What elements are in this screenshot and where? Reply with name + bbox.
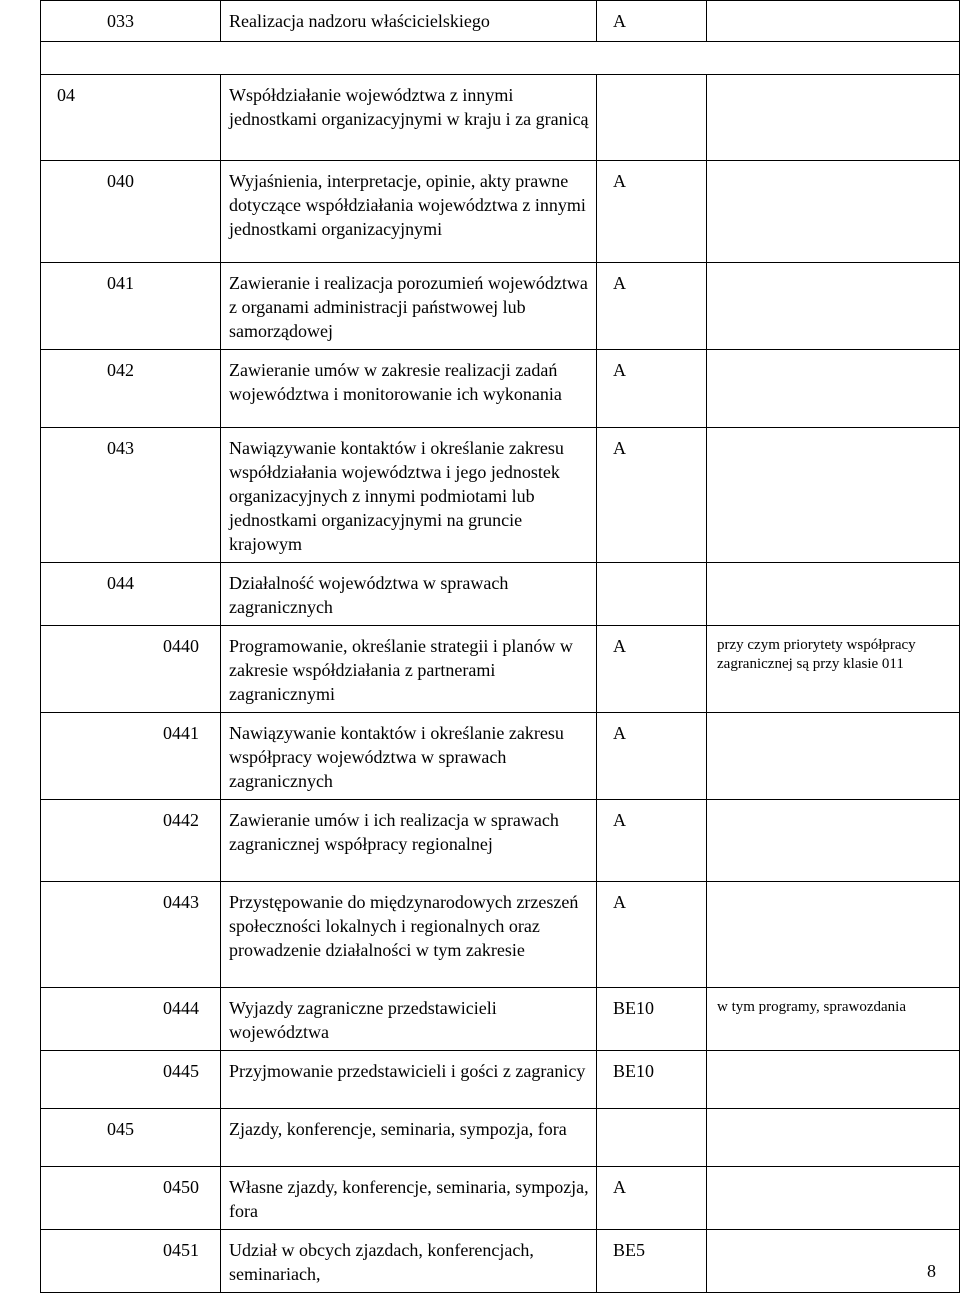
- table-row: [41, 428, 960, 563]
- table-row: [41, 882, 960, 988]
- row-code: 04: [41, 75, 221, 161]
- header-category: A: [597, 1, 707, 42]
- row-code: 0451: [41, 1230, 221, 1293]
- row-category: A: [597, 350, 707, 428]
- row-note: [707, 428, 960, 563]
- row-category: BE10: [597, 1051, 707, 1109]
- row-code: 0443: [41, 882, 221, 988]
- table-row: [41, 1230, 960, 1293]
- row-title: Nawiązywanie kontaktów i określanie zakresu współdziałania województwa i jego jednostek organizacyjnych z innymi podmiotami lub jednostkami organizacyjnymi na gruncie krajowym: [221, 428, 597, 563]
- row-note: w tym programy, sprawozdania: [707, 988, 960, 1051]
- table-row: [41, 626, 960, 713]
- row-title: Zawieranie umów i ich realizacja w sprawach zagranicznej współpracy regionalnej: [221, 800, 597, 882]
- row-title: Zjazdy, konferencje, seminaria, sympozja, fora: [221, 1109, 597, 1167]
- table-row: [41, 161, 960, 263]
- row-note: [707, 263, 960, 350]
- row-title: Współdziałanie województwa z innymi jednostkami organizacyjnymi w kraju i za granicą: [221, 75, 597, 161]
- row-code: 042: [41, 350, 221, 428]
- separator-row: [41, 42, 960, 75]
- row-category: A: [597, 882, 707, 988]
- row-code: 041: [41, 263, 221, 350]
- row-code: 040: [41, 161, 221, 263]
- row-note: [707, 1051, 960, 1109]
- row-title: Zawieranie i realizacja porozumień województwa z organami administracji państwowej lub samorządowej: [221, 263, 597, 350]
- row-category: BE5: [597, 1230, 707, 1293]
- row-title: Udział w obcych zjazdach, konferencjach, seminariach,: [221, 1230, 597, 1293]
- row-note: przy czym priorytety współpracy zagranicznej są przy klasie 011: [707, 626, 960, 713]
- table-row: [41, 800, 960, 882]
- row-title: Nawiązywanie kontaktów i określanie zakresu współpracy województwa w sprawach zagranicznych: [221, 713, 597, 800]
- row-title: Przystępowanie do międzynarodowych zrzeszeń społeczności lokalnych i regionalnych oraz prowadzenie działalności w tym zakresie: [221, 882, 597, 988]
- row-category: A: [597, 713, 707, 800]
- row-code: 045: [41, 1109, 221, 1167]
- row-note: [707, 350, 960, 428]
- row-code: 043: [41, 428, 221, 563]
- row-note: [707, 563, 960, 626]
- row-category: A: [597, 161, 707, 263]
- row-title: Wyjaśnienia, interpretacje, opinie, akty prawne dotyczące współdziałania województwa z innymi jednostkami organizacyjnymi: [221, 161, 597, 263]
- row-note: [707, 713, 960, 800]
- page-number: 8: [927, 1261, 936, 1281]
- row-code: 0441: [41, 713, 221, 800]
- row-code: 0450: [41, 1167, 221, 1230]
- row-category: A: [597, 428, 707, 563]
- row-note: [707, 161, 960, 263]
- table-row: [41, 988, 960, 1051]
- row-category: BE10: [597, 988, 707, 1051]
- header-row: [41, 1, 960, 42]
- row-note: [707, 75, 960, 161]
- table-row: [41, 713, 960, 800]
- row-code: 0445: [41, 1051, 221, 1109]
- table-row: [41, 350, 960, 428]
- header-note: [707, 1, 960, 42]
- row-title: Działalność województwa w sprawach zagranicznych: [221, 563, 597, 626]
- row-title: Zawieranie umów w zakresie realizacji zadań województwa i monitorowanie ich wykonania: [221, 350, 597, 428]
- row-note: [707, 1167, 960, 1230]
- table-row: [41, 1051, 960, 1109]
- row-category: [597, 75, 707, 161]
- row-code: 0444: [41, 988, 221, 1051]
- row-category: A: [597, 800, 707, 882]
- table-row: [41, 1167, 960, 1230]
- classification-table: [40, 0, 960, 1293]
- row-note: [707, 882, 960, 988]
- row-note: [707, 1109, 960, 1167]
- table-row: [41, 1109, 960, 1167]
- row-code: 0442: [41, 800, 221, 882]
- row-title: Przyjmowanie przedstawicieli i gości z zagranicy: [221, 1051, 597, 1109]
- table-row: [41, 263, 960, 350]
- row-category: A: [597, 263, 707, 350]
- row-title: Własne zjazdy, konferencje, seminaria, sympozja, fora: [221, 1167, 597, 1230]
- row-code: 044: [41, 563, 221, 626]
- table-row: [41, 563, 960, 626]
- table-row: [41, 75, 960, 161]
- row-note: [707, 800, 960, 882]
- row-category: A: [597, 1167, 707, 1230]
- row-title: Programowanie, określanie strategii i planów w zakresie współdziałania z partnerami zagranicznymi: [221, 626, 597, 713]
- row-category: A: [597, 626, 707, 713]
- row-category: [597, 563, 707, 626]
- row-code: 0440: [41, 626, 221, 713]
- row-note: [707, 1230, 960, 1293]
- header-code: 033: [41, 1, 221, 42]
- row-category: [597, 1109, 707, 1167]
- row-title: Wyjazdy zagraniczne przedstawicieli województwa: [221, 988, 597, 1051]
- header-title: Realizacja nadzoru właścicielskiego: [221, 1, 597, 42]
